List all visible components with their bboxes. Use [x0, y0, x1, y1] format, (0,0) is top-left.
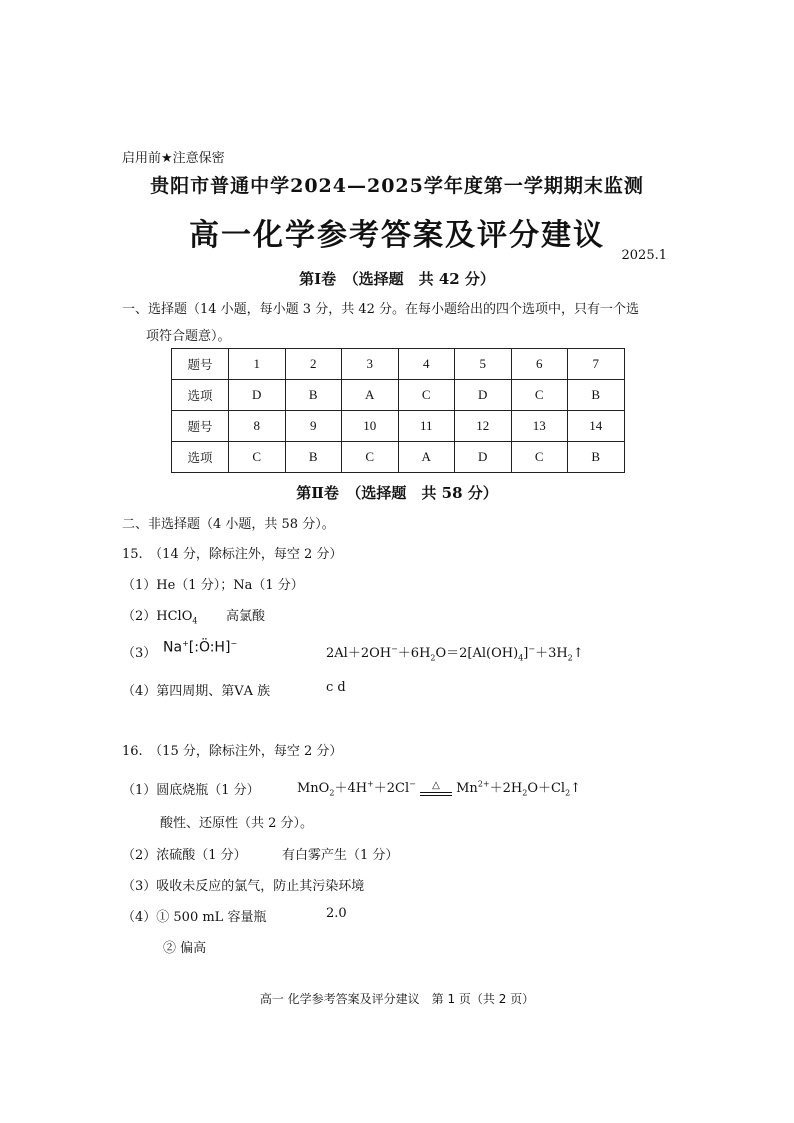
table-cell: A: [398, 442, 455, 473]
table-cell: 9: [285, 411, 342, 442]
part2-title: 第Ⅱ卷 （选择题 共 58 分）: [296, 484, 498, 502]
q16-answer-4-2: ② 偏高: [163, 941, 207, 956]
q15-equation-aluminum: $2Al+2OH^-+6H_2O=2[Al(OH)_4]^-+3H_2↑$: [326, 644, 584, 663]
q16-header: 16. （15 分，除标注外，每空 2 分）: [122, 744, 343, 759]
table-cell: 4: [398, 349, 455, 380]
q16-answer-4-1b: 2.0: [326, 906, 347, 921]
table-cell: 6: [511, 349, 568, 380]
q16-answer-1-note: 酸性、还原性（共 2 分）。: [160, 816, 314, 831]
table-cell: 2: [285, 349, 342, 380]
table-row: [172, 411, 625, 442]
table-cell: D: [455, 380, 512, 411]
q16-equation-chlorine: MnO$_2$＋4H+＋2Cl− △ $Mn^{2+}+2H_2O+Cl_2↑$: [297, 779, 582, 798]
table-cell: B: [568, 380, 625, 411]
table-cell: B: [285, 442, 342, 473]
q16-answer-2: （2）浓硫酸（1 分）: [122, 848, 247, 863]
table-cell: D: [455, 442, 512, 473]
exam-title: 贵阳市普通中学2024—2025学年度第一学期期末监测: [150, 175, 644, 197]
q15-answer-1: （1）He（1 分）；Na（1 分）: [122, 578, 304, 593]
lewis-structure-naoh: Na+[:Ö:H]−: [163, 639, 238, 656]
q16-answer-4-1: （4）① 500 mL 容量瓶: [122, 910, 267, 925]
confidential-notice: 启用前★注意保密: [122, 151, 225, 166]
table-row: [172, 349, 625, 380]
document-title: 高一化学参考答案及评分建议: [189, 218, 605, 253]
table-cell: 1: [229, 349, 286, 380]
q16-answer-3: （3）吸收未反应的氯气，防止其污染环境: [122, 879, 365, 894]
table-cell: 11: [398, 411, 455, 442]
table-cell: C: [511, 442, 568, 473]
table-cell: 选项: [172, 442, 229, 473]
q16-answer-2b: 有白雾产生（1 分）: [282, 848, 399, 863]
table-cell: 题号: [172, 411, 229, 442]
table-cell: 3: [342, 349, 399, 380]
q15-answer-2: （2）HClO$_4$: [122, 609, 198, 626]
table-cell: 13: [511, 411, 568, 442]
table-cell: 5: [455, 349, 512, 380]
q15-answer-2-name: 高氯酸: [226, 609, 266, 624]
q15-answer-4: （4）第四周期、第ⅤA 族: [122, 684, 271, 699]
table-row: [172, 442, 625, 473]
part2-intro: 二、非选择题（4 小题，共 58 分）。: [122, 517, 335, 532]
q16-answer-1: （1）圆底烧瓶（1 分）: [122, 783, 260, 798]
table-cell: C: [398, 380, 455, 411]
table-cell: 8: [229, 411, 286, 442]
table-row: [172, 380, 625, 411]
table-cell: B: [568, 442, 625, 473]
table-cell: C: [511, 380, 568, 411]
part1-title: 第Ⅰ卷 （选择题 共 42 分）: [299, 270, 495, 288]
page-footer: 高一 化学参考答案及评分建议 第 1 页（共 2 页）: [259, 992, 535, 1006]
table-cell: 10: [342, 411, 399, 442]
q15-answer-4-choice: c d: [326, 680, 346, 695]
answer-table: [171, 348, 625, 473]
part1-intro-line1: 一、选择题（14 小题，每小题 3 分，共 42 分。在每小题给出的四个选项中，只有一个选: [122, 302, 640, 317]
table-cell: C: [342, 442, 399, 473]
table-cell: D: [229, 380, 286, 411]
table-cell: A: [342, 380, 399, 411]
table-cell: 7: [568, 349, 625, 380]
q15-header: 15. （14 分，除标注外，每空 2 分）: [122, 547, 343, 562]
heating-condition-sign: △: [420, 781, 452, 796]
table-cell: 选项: [172, 380, 229, 411]
table-cell: C: [229, 442, 286, 473]
part1-intro-line2: 项符合题意）。: [146, 329, 231, 344]
table-cell: 12: [455, 411, 512, 442]
document-date: 2025.1: [621, 248, 667, 263]
table-cell: B: [285, 380, 342, 411]
table-cell: 14: [568, 411, 625, 442]
table-cell: 题号: [172, 349, 229, 380]
q15-answer-3-label: （3）: [122, 646, 157, 661]
